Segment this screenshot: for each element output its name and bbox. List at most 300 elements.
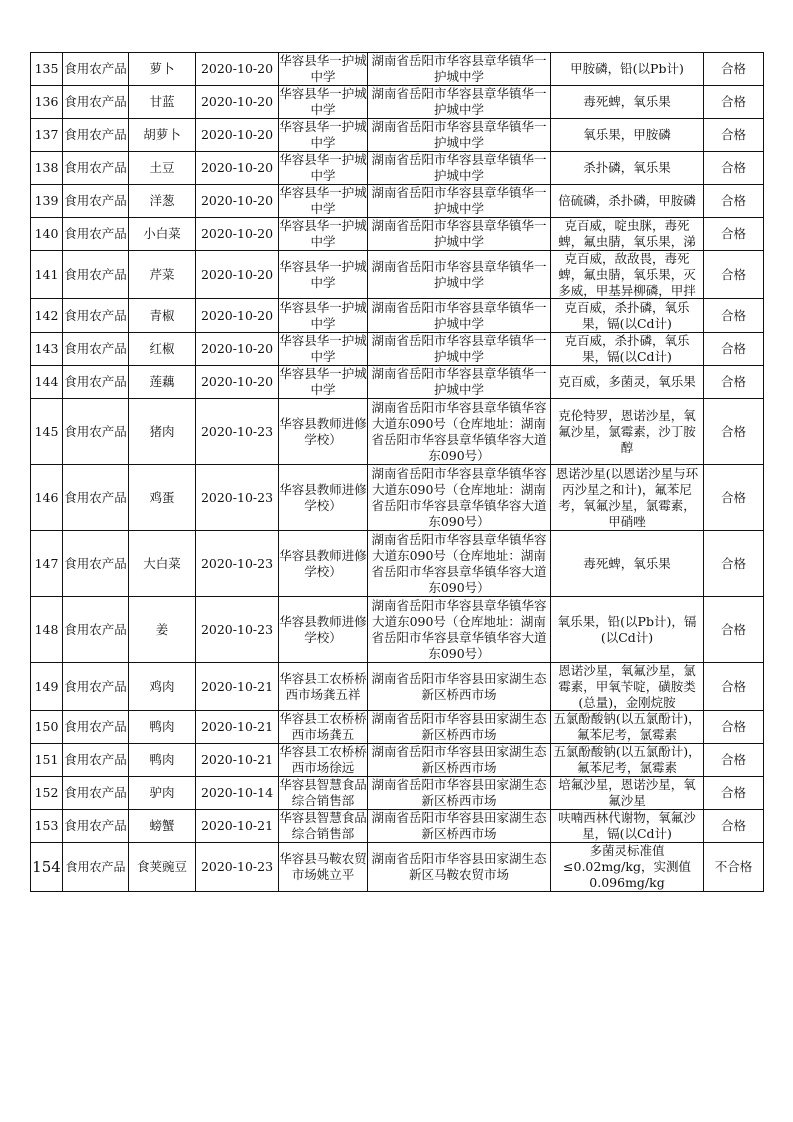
sampled-unit-cell [279,333,368,366]
sampled-unit: 华容县智慧食品综合销售部 [279,777,367,808]
row-number: 148 [34,621,59,637]
row-number: 152 [34,785,59,800]
unit-address: 湖南省岳阳市华容县章华镇华一护城中学 [371,366,547,397]
inspection-items: 呋喃西林代谢物，氧氟沙星，镉(以Cd计) [558,810,696,841]
row-number-cell [31,218,63,251]
inspection-items: 毒死蜱，氧乐果 [583,94,671,109]
sample-date-cell [196,399,279,465]
sample-date: 2020-10-20 [200,127,274,142]
table-row [31,531,764,597]
result-status-cell [704,843,764,892]
sample-name: 甘蓝 [149,94,175,109]
sample-date-cell [196,465,279,531]
inspection-items-cell [551,152,704,185]
sample-name: 芹菜 [149,266,175,282]
sample-date: 2020-10-20 [200,307,274,323]
food-category: 食用农产品 [64,752,127,767]
sample-date-cell [196,744,279,777]
result-status: 合格 [720,489,746,505]
sample-name: 鸡蛋 [149,489,175,505]
unit-address-cell [368,711,551,744]
unit-address-cell [368,744,551,777]
unit-address: 湖南省岳阳市华容县田家湖生态新区桥西市场 [371,711,547,742]
sample-name-cell [129,299,196,333]
unit-address: 湖南省岳阳市华容县章华镇华一护城中学 [371,185,547,216]
food-category: 食用农产品 [64,678,127,694]
sampled-unit-cell [279,810,368,843]
inspection-items-cell [551,119,704,152]
sampled-unit-cell [279,119,368,152]
sampled-unit: 华容县智慧食品综合销售部 [279,810,367,841]
row-number-cell [31,299,63,333]
sample-date: 2020-10-14 [200,785,274,800]
row-number-cell [31,119,63,152]
inspection-items: 五氯酚酸钠(以五氯酚计)，氟苯尼考，氯霉素 [553,711,701,742]
result-status-cell [704,185,764,218]
unit-address: 湖南省岳阳市华容县章华镇华容大道东090号（仓库地址：湖南省岳阳市华容县章华镇华容大道东090号） [371,597,547,661]
inspection-items-cell [551,366,704,399]
sample-date: 2020-10-23 [200,555,274,571]
food-category: 食用农产品 [64,307,127,323]
sample-date: 2020-10-21 [200,818,274,833]
row-number: 144 [34,374,59,389]
inspection-items-cell [551,843,704,892]
table-row [31,399,764,465]
food-category: 食用农产品 [64,818,127,833]
inspection-items: 克百威，敌敌畏，毒死蜱，氟虫腈，氧乐果，灭多威，甲基异柳磷，甲拌 [558,251,696,298]
row-number-cell [31,465,63,531]
sampled-unit-cell [279,663,368,711]
result-status: 合格 [720,160,746,175]
row-number: 139 [34,193,59,208]
result-status: 合格 [720,423,746,439]
food-category: 食用农产品 [64,341,127,356]
unit-address-cell [368,53,551,86]
unit-address-cell [368,810,551,843]
row-number: 142 [34,307,59,323]
unit-address: 湖南省岳阳市华容县章华镇华一护城中学 [371,119,547,150]
table-row [31,152,764,185]
table-row [31,465,764,531]
result-status-cell [704,777,764,810]
inspection-items: 五氯酚酸钠(以五氯酚计)，氟苯尼考，氯霉素 [553,744,701,775]
inspection-items: 氧乐果，甲胺磷 [583,127,671,142]
inspection-items-cell [551,810,704,843]
unit-address: 湖南省岳阳市华容县章华镇华一护城中学 [371,152,547,183]
result-status: 合格 [720,94,746,109]
row-number-cell [31,333,63,366]
sample-name-cell [129,711,196,744]
sample-name-cell [129,152,196,185]
sample-date-cell [196,597,279,663]
unit-address-cell [368,777,551,810]
food-category-cell [63,218,129,251]
food-category-cell [63,465,129,531]
result-status-cell [704,663,764,711]
result-status-cell [704,366,764,399]
food-category: 食用农产品 [65,860,126,874]
result-status-cell [704,399,764,465]
unit-address: 湖南省岳阳市华容县章华镇华一护城中学 [371,218,547,249]
sampled-unit-cell [279,86,368,119]
result-status-cell [704,465,764,531]
inspection-items-cell [551,465,704,531]
inspection-items-cell [551,711,704,744]
result-status: 合格 [720,678,746,694]
sample-date-cell [196,810,279,843]
sample-name-cell [129,843,196,892]
inspection-items-cell [551,53,704,86]
sampled-unit-cell [279,843,368,892]
food-category: 食用农产品 [64,423,127,439]
table-row [31,333,764,366]
table-row [31,711,764,744]
sample-name-cell [129,810,196,843]
row-number: 149 [34,678,59,694]
inspection-items-cell [551,597,704,663]
result-status: 合格 [720,341,746,356]
sample-name-cell [129,777,196,810]
result-status: 合格 [720,266,746,282]
sample-name: 红椒 [149,341,175,356]
row-number: 136 [34,94,59,109]
sampled-unit-cell [279,777,368,810]
result-status-cell [704,119,764,152]
sample-name: 猪肉 [149,423,175,439]
result-status-cell [704,531,764,597]
food-category-cell [63,185,129,218]
unit-address-cell [368,299,551,333]
food-category: 食用农产品 [64,555,127,571]
sample-date: 2020-10-20 [200,266,274,282]
sample-name: 莲藕 [149,374,175,389]
row-number: 151 [34,752,59,767]
sample-date: 2020-10-21 [200,678,274,694]
sample-name: 胡萝卜 [143,127,181,142]
unit-address: 湖南省岳阳市华容县田家湖生态新区马鞍农贸市场 [371,851,547,882]
sample-date-cell [196,777,279,810]
sample-name-cell [129,531,196,597]
sampled-unit-cell [279,597,368,663]
unit-address-cell [368,663,551,711]
row-number-cell [31,53,63,86]
food-category: 食用农产品 [64,266,127,282]
sample-date-cell [196,218,279,251]
sample-date: 2020-10-20 [200,193,274,208]
result-status-cell [704,218,764,251]
sampled-unit: 华容县教师进修学校） [279,613,367,645]
inspection-items: 克百威，啶虫脒，毒死蜱，氟虫腈，氧乐果，涕 [558,218,696,249]
unit-address-cell [368,152,551,185]
inspection-items: 氧乐果，铅(以Pb计)，镉(以Cd计) [557,613,697,645]
unit-address: 湖南省岳阳市华容县章华镇华容大道东090号（仓库地址：湖南省岳阳市华容县章华镇华容大道东090号） [371,399,547,463]
inspection-items-cell [551,218,704,251]
sample-name-cell [129,86,196,119]
row-number-cell [31,366,63,399]
sample-date-cell [196,663,279,711]
table-row [31,663,764,711]
sample-date: 2020-10-20 [200,226,274,241]
inspection-items-cell [551,663,704,711]
food-category: 食用农产品 [64,193,127,208]
row-number: 135 [34,61,59,76]
food-category-cell [63,843,129,892]
inspection-items: 克伦特罗，恩诺沙星，氧氟沙星，氯霉素，沙丁胺醇 [558,407,696,455]
sample-name: 鸡肉 [149,678,175,694]
sample-name-cell [129,465,196,531]
sample-name: 土豆 [149,160,175,175]
sample-name-cell [129,744,196,777]
table-row [31,119,764,152]
sample-date: 2020-10-20 [200,94,274,109]
sampled-unit: 华容县华一护城中学 [279,366,367,397]
result-status-cell [704,251,764,299]
food-category-cell [63,251,129,299]
unit-address-cell [368,251,551,299]
food-category-cell [63,399,129,465]
sample-date: 2020-10-20 [200,160,274,175]
unit-address: 湖南省岳阳市华容县章华镇华容大道东090号（仓库地址：湖南省岳阳市华容县章华镇华容大道东090号） [371,531,547,595]
sample-name-cell [129,663,196,711]
sample-date: 2020-10-23 [200,423,274,439]
sampled-unit-cell [279,152,368,185]
unit-address: 湖南省岳阳市华容县章华镇华一护城中学 [371,86,547,117]
food-category-cell [63,333,129,366]
food-category-cell [63,152,129,185]
row-number: 138 [34,160,59,175]
unit-address: 湖南省岳阳市华容县章华镇华一护城中学 [371,258,547,290]
food-category: 食用农产品 [64,374,127,389]
sampled-unit-cell [279,744,368,777]
sample-date-cell [196,531,279,597]
sampled-unit: 华容县华一护城中学 [279,333,367,364]
table-row [31,53,764,86]
sample-name-cell [129,53,196,86]
unit-address-cell [368,333,551,366]
unit-address-cell [368,597,551,663]
result-status-cell [704,333,764,366]
inspection-items-cell [551,744,704,777]
sample-name: 鸭肉 [149,752,175,767]
sample-date-cell [196,119,279,152]
food-category: 食用农产品 [64,127,127,142]
row-number-cell [31,777,63,810]
sample-name-cell [129,399,196,465]
unit-address: 湖南省岳阳市华容县章华镇华一护城中学 [371,299,547,331]
sampled-unit-cell [279,251,368,299]
sampled-unit-cell [279,53,368,86]
row-number: 147 [34,555,59,571]
food-category-cell [63,86,129,119]
food-category-cell [63,531,129,597]
result-status-cell [704,152,764,185]
result-status-cell [704,744,764,777]
food-category-cell [63,744,129,777]
sampled-unit: 华容县教师进修学校） [279,547,367,579]
inspection-items-cell [551,777,704,810]
result-status-cell [704,810,764,843]
sample-date: 2020-10-23 [200,859,274,874]
row-number: 153 [34,818,59,833]
food-category: 食用农产品 [64,785,127,800]
sampled-unit-cell [279,465,368,531]
inspection-items: 毒死蜱，氧乐果 [583,555,671,571]
food-category-cell [63,777,129,810]
inspection-items-cell [551,399,704,465]
table-row [31,185,764,218]
sampled-unit: 华容县华一护城中学 [279,53,367,84]
food-category-cell [63,53,129,86]
result-status: 合格 [720,374,746,389]
sample-date: 2020-10-23 [200,621,274,637]
unit-address-cell [368,399,551,465]
sample-date: 2020-10-21 [200,752,274,767]
inspection-items: 恩诺沙星(以恩诺沙星与环丙沙星之和计)，氟苯尼考，氧氟沙星，氯霉素，甲硝唑 [555,465,699,529]
sample-name-cell [129,119,196,152]
row-number: 150 [34,719,59,734]
table-row [31,843,764,892]
food-category: 食用农产品 [64,61,127,76]
table-row [31,810,764,843]
food-category: 食用农产品 [64,226,127,241]
result-status: 合格 [720,226,746,241]
row-number: 154 [32,858,61,876]
sample-date-cell [196,251,279,299]
table-row [31,597,764,663]
table-row [31,744,764,777]
sampled-unit: 华容县华一护城中学 [279,185,367,216]
row-number: 137 [34,127,59,142]
unit-address-cell [368,531,551,597]
sample-date-cell [196,86,279,119]
sampled-unit: 华容县工农桥桥西市场徐远 [279,744,367,775]
sample-date-cell [196,53,279,86]
sampled-unit: 华容县教师进修学校） [279,481,367,513]
result-status: 合格 [720,61,746,76]
sample-date-cell [196,152,279,185]
row-number: 145 [34,423,59,439]
sampled-unit-cell [279,531,368,597]
sample-name: 螃蟹 [149,818,175,833]
unit-address: 湖南省岳阳市华容县田家湖生态新区桥西市场 [371,744,547,775]
inspection-items-cell [551,333,704,366]
row-number-cell [31,744,63,777]
row-number-cell [31,152,63,185]
result-status: 不合格 [714,859,753,874]
unit-address-cell [368,366,551,399]
inspection-items-cell [551,531,704,597]
sample-name-cell [129,218,196,251]
sampled-unit-cell [279,366,368,399]
inspection-items: 克百威，杀扑磷，氧乐果，镉(以Cd计) [564,299,690,331]
sampled-unit-cell [279,185,368,218]
sample-date: 2020-10-20 [200,341,274,356]
inspection-items: 恩诺沙星，氧氟沙星，氯霉素，甲氧苄啶，磺胺类(总量)，金刚烷胺 [558,663,696,710]
row-number-cell [31,810,63,843]
sampled-unit: 华容县工农桥桥西市场龚五 [279,711,367,742]
sampled-unit-cell [279,299,368,333]
sampled-unit: 华容县工农桥桥西市场龚五祥 [279,670,367,702]
sample-name-cell [129,366,196,399]
result-status: 合格 [720,193,746,208]
food-category-cell [63,597,129,663]
food-category: 食用农产品 [64,94,127,109]
unit-address-cell [368,86,551,119]
food-category: 食用农产品 [64,489,127,505]
food-category-cell [63,663,129,711]
sampled-unit: 华容县华一护城中学 [279,299,367,331]
sample-date: 2020-10-23 [200,489,274,505]
row-number-cell [31,597,63,663]
row-number: 146 [34,489,59,505]
row-number: 140 [34,226,59,241]
sampled-unit: 华容县华一护城中学 [279,119,367,150]
sample-date-cell [196,366,279,399]
row-number-cell [31,531,63,597]
sample-name: 姜 [155,621,169,637]
sample-name-cell [129,185,196,218]
sampled-unit-cell [279,399,368,465]
row-number-cell [31,251,63,299]
sampled-unit: 华容县教师进修学校） [279,415,367,447]
inspection-items: 甲胺磷，铅(以Pb计) [570,61,684,76]
inspection-items: 培氟沙星，恩诺沙星，氧氟沙星 [558,777,696,808]
sample-name: 鸭肉 [149,719,175,734]
sample-name: 小白菜 [143,226,181,241]
table-row [31,777,764,810]
result-status: 合格 [720,719,746,734]
result-status: 合格 [720,127,746,142]
unit-address: 湖南省岳阳市华容县田家湖生态新区桥西市场 [371,810,547,841]
inspection-items-cell [551,299,704,333]
result-status-cell [704,53,764,86]
food-category: 食用农产品 [64,621,127,637]
sampled-unit: 华容县华一护城中学 [279,218,367,249]
result-status: 合格 [720,307,746,323]
sample-name-cell [129,251,196,299]
result-status: 合格 [720,785,746,800]
inspection-items: 克百威，多菌灵，氧乐果 [558,374,696,389]
food-category-cell [63,711,129,744]
row-number-cell [31,711,63,744]
result-status: 合格 [720,752,746,767]
sample-date-cell [196,299,279,333]
row-number-cell [31,86,63,119]
row-number: 141 [34,266,59,282]
sampled-unit: 华容县华一护城中学 [279,152,367,183]
inspection-items: 倍硫磷，杀扑磷，甲胺磷 [558,193,696,208]
result-status: 合格 [720,621,746,637]
sample-date: 2020-10-20 [200,61,274,76]
table-row [31,86,764,119]
sample-name: 大白菜 [143,555,181,571]
row-number-cell [31,399,63,465]
sampled-unit-cell [279,711,368,744]
food-category: 食用农产品 [64,719,127,734]
table-row [31,218,764,251]
food-category-cell [63,299,129,333]
unit-address-cell [368,185,551,218]
inspection-items: 杀扑磷，氧乐果 [583,160,671,175]
inspection-items-cell [551,185,704,218]
sample-name: 洋葱 [149,193,175,208]
unit-address-cell [368,119,551,152]
sample-date-cell [196,843,279,892]
sample-name: 萝卜 [149,61,175,76]
sample-date-cell [196,333,279,366]
inspection-items-cell [551,251,704,299]
unit-address-cell [368,843,551,892]
